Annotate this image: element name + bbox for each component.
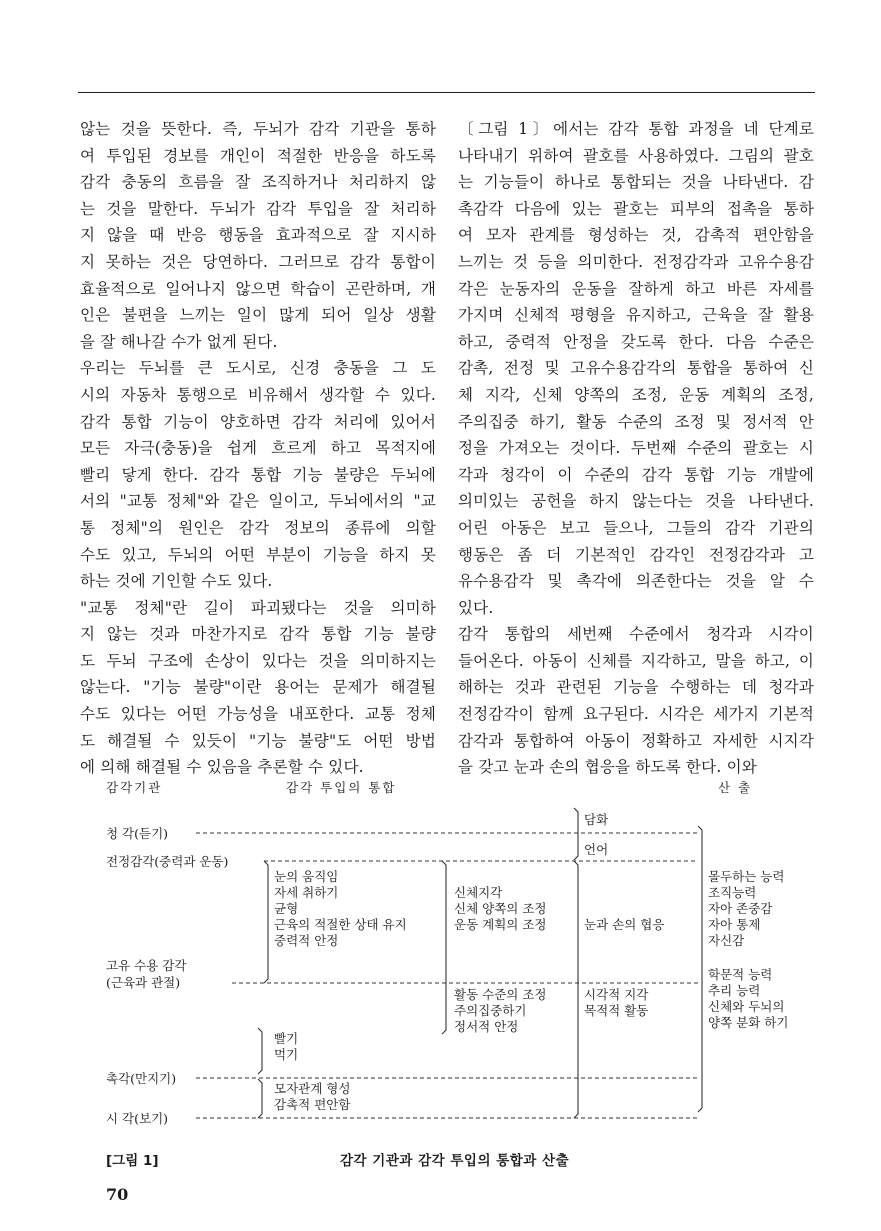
- text-line: 여 모자 관계를 형성하는 것, 감촉적 편안함을: [458, 226, 814, 245]
- level3-speech: 담화: [584, 812, 609, 827]
- text-line: 감각 충동의 흐름을 잘 조직하거나 처리하지 않: [80, 173, 436, 192]
- text-line: 유수용감각 및 촉각에 의존한다는 것을 알 수: [458, 572, 814, 591]
- text-line: 가지며 신체적 평형을 유지하고, 근육을 잘 활용: [458, 306, 814, 325]
- header-integration: 감각 투입의 통합: [286, 780, 397, 795]
- page-number: 70: [106, 1185, 129, 1204]
- text-line: 전정감각이 함께 요구된다. 시각은 세가지 기본적: [458, 705, 814, 724]
- sense-proprioception-1: 고유 수용 감각: [106, 958, 187, 973]
- text-line: 을 잘 해나갈 수가 없게 된다.: [80, 332, 278, 351]
- level2-item: 운동 계획의 조정: [454, 917, 547, 932]
- figure-caption-label: [그림 1]: [106, 1153, 159, 1169]
- text-line: 도 두뇌 구조에 손상이 있다는 것을 의미하지는: [80, 651, 436, 670]
- level2-item: 활동 수준의 조정: [454, 987, 547, 1002]
- text-line: 빨리 닿게 한다. 감각 통합 기능 불량은 두뇌에: [80, 465, 436, 484]
- header-output: 산 출: [718, 780, 753, 795]
- output-item: 자아 통제: [708, 917, 761, 932]
- text-line: 각과 청각이 이 수준의 감각 통합 기능 개발에: [458, 465, 814, 484]
- level3-eye-hand: 눈과 손의 협응: [584, 917, 665, 932]
- level1-touch-item: 먹기: [274, 1047, 299, 1062]
- text-line: 해하는 것과 관련된 기능을 수행하는 데 청각과: [458, 678, 814, 697]
- text-line: 감각 통합의 세번째 수준에서 청각과 시각이: [458, 625, 814, 644]
- text-line: 느끼는 것 등을 의미한다. 전정감각과 고유수용감: [458, 252, 814, 271]
- level2-item: 신체 양쪽의 조정: [454, 901, 547, 916]
- text-line: 행동은 좀 더 기본적인 감각인 전정감각과 고: [458, 545, 814, 564]
- text-line: 감각 통합 기능이 양호하면 감각 처리에 있어서: [80, 412, 436, 431]
- text-line: 지 않는 것과 마찬가지로 감각 통합 기능 불량: [80, 625, 436, 644]
- text-line: 지 않을 때 반응 행동을 효과적으로 잘 지시하: [80, 226, 436, 245]
- text-line: 않는 것을 뜻한다. 즉, 두뇌가 감각 기관을 통하: [80, 120, 436, 138]
- text-line: 정을 가져오는 것이다. 두번째 수준의 괄호는 시: [458, 439, 814, 458]
- text-line: 감촉, 전정 및 고유수용감각의 통합을 통하여 신: [458, 359, 814, 378]
- text-line: 들어온다. 아동이 신체를 지각하고, 말을 하고, 이: [458, 651, 814, 670]
- text-line: 않는다. "기능 불량"이란 용어는 문제가 해결될: [80, 678, 436, 697]
- level1-touch-item: 빨기: [274, 1031, 299, 1046]
- text-line: 통 정체"의 원인은 감각 정보의 종류에 의할: [80, 518, 436, 537]
- level1-touch-item: 모자관계 형성: [274, 1081, 351, 1096]
- level2-item: 주의집중하기: [454, 1003, 527, 1018]
- text-line: 는 기능들이 하나로 통합되는 것을 나타낸다. 감: [458, 173, 814, 192]
- text-line: 어린 아동은 보고 들으나, 그들의 감각 기관의: [458, 518, 814, 537]
- text-line: 효율적으로 일어나지 않으면 학습이 곤란하며, 개: [80, 279, 436, 298]
- text-line: 모든 자극(충동)을 쉽게 흐르게 하고 목적지에: [80, 439, 436, 458]
- text-line: 수도 있고, 두뇌의 어떤 부분이 기능을 하지 못: [80, 545, 436, 564]
- text-line: 하는 것에 기인할 수도 있다.: [80, 572, 273, 591]
- level1-item: 눈의 움직임: [274, 869, 339, 884]
- text-line: 우리는 두뇌를 큰 도시로, 신경 충동을 그 도: [80, 359, 436, 378]
- output-item: 추리 능력: [708, 983, 761, 998]
- text-line: 하고, 중력적 안정을 갖도록 한다. 다음 수준은: [458, 332, 814, 351]
- output-item: 양쪽 분화 하기: [708, 1015, 789, 1030]
- level3-language: 언어: [584, 842, 609, 857]
- text-line: 있다.: [458, 598, 494, 617]
- text-line: 을 갖고 눈과 손의 협응을 하도록 한다. 이와: [458, 758, 757, 777]
- level1-item: 근육의 적절한 상태 유지: [274, 917, 407, 932]
- output-item: 몰두하는 능력: [708, 869, 785, 884]
- sense-touch: 촉각(만지기): [106, 1071, 177, 1086]
- level1-item: 균형: [274, 901, 299, 916]
- level1-item: 자세 취하기: [274, 885, 339, 900]
- level2-item: 정서적 안정: [454, 1019, 519, 1034]
- text-line: 주의집중 하기, 활동 수준의 조정 및 정서적 안: [458, 412, 814, 431]
- figure-caption-text: 감각 기관과 감각 투입의 통합과 산출: [340, 1153, 570, 1169]
- text-line: 수도 있다는 어떤 가능성을 내포한다. 교통 정체: [80, 705, 436, 724]
- level1-item: 중력적 안정: [274, 933, 339, 948]
- level1-touch-item: 감촉적 편안함: [274, 1097, 351, 1112]
- text-line: 촉감각 다음에 있는 괄호는 피부의 접촉을 통하: [458, 199, 814, 218]
- output-item: 자아 존중감: [708, 901, 773, 916]
- level3-item: 목적적 활동: [584, 1003, 649, 1018]
- text-line: 나타내기 위하여 괄호를 사용하였다. 그림의 괄호: [458, 146, 814, 165]
- text-line: 여 투입된 경보를 개인이 적절한 반응을 하도록: [80, 146, 436, 165]
- text-line: 〔그림 1〕에서는 감각 통합 과정을 네 단계로: [458, 120, 814, 138]
- text-line: "교통 정체"란 길이 파괴됐다는 것을 의미하: [80, 598, 436, 617]
- text-line: 시의 자동차 통행으로 비유해서 생각할 수 있다.: [80, 385, 436, 404]
- level2-item: 신체지각: [454, 885, 503, 900]
- sense-vision: 시 각(보기): [106, 1111, 169, 1126]
- text-line: 각은 눈동자의 운동을 잘하게 하고 바른 자세를: [458, 279, 814, 298]
- sense-vestibular: 전정감각(중력과 운동): [106, 854, 229, 869]
- output-item: 학문적 능력: [708, 967, 773, 982]
- output-item: 조직능력: [708, 885, 757, 900]
- output-item: 자신감: [708, 933, 745, 948]
- output-item: 신체와 두뇌의: [708, 999, 785, 1014]
- header-senses: 감각기관: [106, 780, 163, 795]
- text-line: 체 지각, 신체 양쪽의 조정, 운동 계획의 조정,: [458, 385, 814, 404]
- sense-proprioception-2: (근육과 관절): [106, 975, 181, 990]
- text-line: 에 의해 해결될 수 있음을 추론할 수 있다.: [80, 758, 364, 777]
- text-line: 감각과 통합하여 아동이 정확하고 자세한 시지각: [458, 731, 814, 750]
- level3-item: 시각적 지각: [584, 987, 649, 1002]
- text-line: 인은 불편을 느끼는 일이 많게 되어 일상 생활: [80, 306, 436, 325]
- sense-hearing: 청 각(듣기): [106, 826, 169, 841]
- text-line: 서의 "교통 정체"와 같은 일이고, 두뇌에서의 "교: [80, 492, 436, 511]
- text-line: 의미있는 공헌을 하지 않는다는 것을 나타낸다.: [458, 492, 814, 511]
- text-line: 는 것을 말한다. 두뇌가 감각 투입을 잘 처리하: [80, 199, 436, 218]
- text-line: 도 해결될 수 있듯이 "기능 불량"도 어떤 방법: [80, 731, 436, 750]
- text-line: 지 못하는 것은 당연하다. 그러므로 감각 통합이: [80, 252, 436, 271]
